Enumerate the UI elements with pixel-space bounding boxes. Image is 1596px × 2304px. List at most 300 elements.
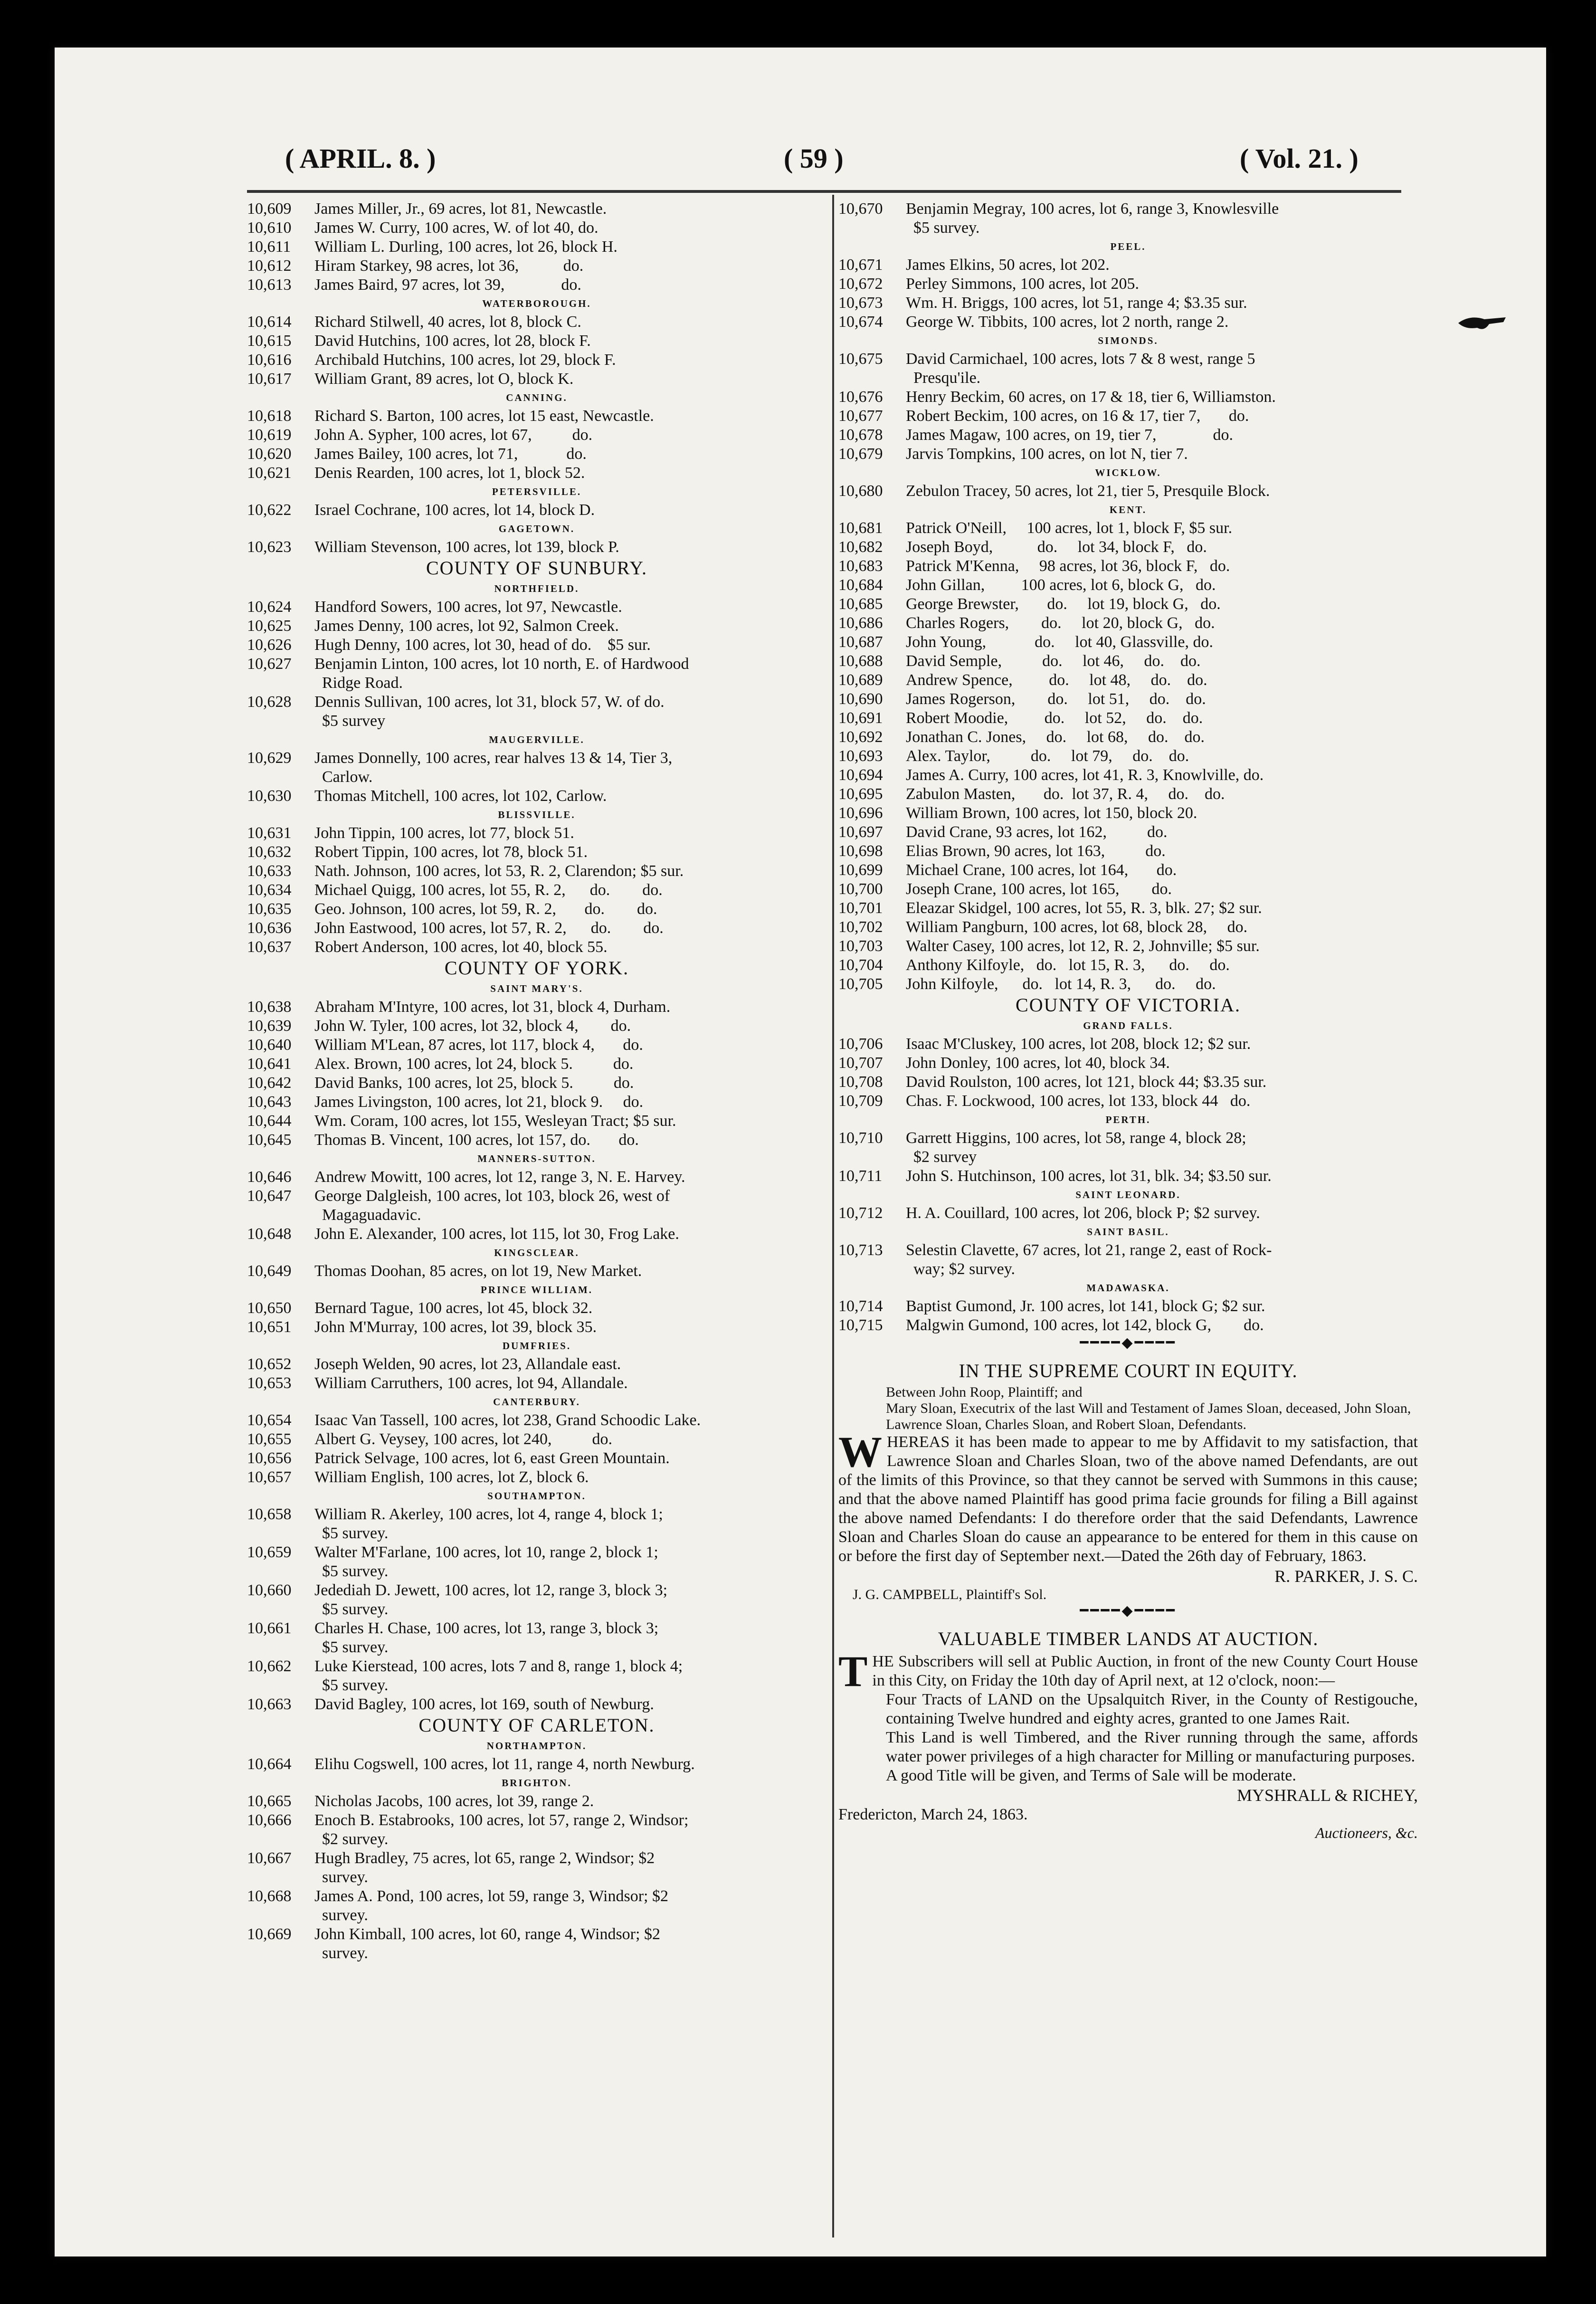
grant-continuation: survey. xyxy=(322,1944,368,1962)
grant-details: David Semple, do. lot 46, do. do. xyxy=(906,652,1201,670)
grant-number: 10,641 xyxy=(247,1055,292,1073)
grant-entry xyxy=(247,655,826,674)
grant-number: 10,631 xyxy=(247,824,292,842)
grant-entry xyxy=(838,445,1418,464)
grant-details: Perley Simmons, 100 acres, lot 205. xyxy=(906,275,1140,293)
grant-details: James W. Curry, 100 acres, W. of lot 40, do. xyxy=(314,219,598,237)
grant-entry xyxy=(838,426,1418,445)
grant-entry xyxy=(247,1792,826,1811)
grant-details: Abraham M'Intyre, 100 acres, lot 31, block 4, Durham. xyxy=(314,998,671,1016)
grant-number: 10,621 xyxy=(247,464,292,482)
grant-number: 10,612 xyxy=(247,257,292,275)
header-page-number: ( 59 ) xyxy=(784,143,844,174)
notice-body-text: HEREAS it has been made to appear to me by Affidavit to my satisfaction, that Lawrence Sloan and Charles Sloan, two of the above named Defendants, are out of the limits of this Province, so that they cannot be served with Summons in this cause; and that the above named Plaintiff has good prima facie grounds for filing a Bill against the above named Defendants: I do therefore order that the said Defendants, Lawrence Sloan and Charles Sloan do cause an appearance to be entered for them in this cause on or before the first day of September next.—Dated the 26th day of February, 1863. xyxy=(838,1433,1418,1565)
grant-details: John Tippin, 100 acres, lot 77, block 51. xyxy=(314,824,574,842)
grant-details: Michael Quigg, 100 acres, lot 55, R. 2, do. do. xyxy=(314,881,663,899)
grant-continuation: $5 survey. xyxy=(322,1638,389,1656)
county-heading: COUNTY OF CARLETON. xyxy=(418,1714,655,1736)
parish-heading: MANNERS-SUTTON. xyxy=(477,1153,596,1164)
grant-details: Patrick Selvage, 100 acres, lot 6, east Green Mountain. xyxy=(314,1449,670,1467)
grant-details: Walter M'Farlane, 100 acres, lot 10, range 2, block 1; xyxy=(314,1543,658,1561)
grant-details: Chas. F. Lockwood, 100 acres, lot 133, block 44 do. xyxy=(906,1092,1251,1110)
grant-entry xyxy=(247,1925,826,1944)
grant-entry xyxy=(247,1430,826,1449)
grant-number: 10,619 xyxy=(247,426,292,444)
grant-number: 10,705 xyxy=(838,975,883,993)
grant-details: Archibald Hutchins, 100 acres, lot 29, block F. xyxy=(314,351,616,369)
parish-heading: GAGETOWN. xyxy=(498,523,575,534)
grant-continuation: $5 survey. xyxy=(322,1562,389,1580)
grant-details: James Denny, 100 acres, lot 92, Salmon Creek. xyxy=(314,617,619,635)
grant-number: 10,708 xyxy=(838,1073,883,1091)
parish-heading: WICKLOW. xyxy=(1095,467,1161,478)
grant-details: George W. Tibbits, 100 acres, lot 2 north, range 2. xyxy=(906,313,1229,331)
grant-details: Dennis Sullivan, 100 acres, lot 31, block 57, W. of do. xyxy=(314,693,665,711)
grant-details: Zebulon Tracey, 50 acres, lot 21, tier 5, Presquile Block. xyxy=(906,482,1270,500)
grant-details: John Kilfoyle, do. lot 14, R. 3, do. do. xyxy=(906,975,1216,993)
grant-entry xyxy=(247,1055,826,1074)
grant-details: George Brewster, do. lot 19, block G, do. xyxy=(906,595,1221,613)
grant-details: David Bagley, 100 acres, lot 169, south of Newburg. xyxy=(314,1695,654,1713)
grant-details: James Magaw, 100 acres, on 19, tier 7, do. xyxy=(906,426,1233,444)
notice-parties: Mary Sloan, Executrix of the last Will and Testament of James Sloan, deceased, John Sloan, Lawrence Sloan, Charles Sloan, and Robert Sloan, Defendants. xyxy=(886,1400,1411,1432)
grant-details: Patrick M'Kenna, 98 acres, lot 36, block F, do. xyxy=(906,557,1230,575)
grant-number: 10,630 xyxy=(247,787,292,805)
grant-entry xyxy=(247,1887,826,1906)
notice-drop-cap: W xyxy=(838,1428,882,1476)
grant-entry xyxy=(838,747,1418,766)
parish-heading: SIMONDS. xyxy=(1098,335,1159,346)
grant-details: Garrett Higgins, 100 acres, lot 58, range 4, block 28; xyxy=(906,1129,1246,1147)
grant-number: 10,684 xyxy=(838,576,883,594)
equity-court-notice xyxy=(838,1358,1418,1603)
grant-number: 10,653 xyxy=(247,1374,292,1392)
grant-entry xyxy=(838,1035,1418,1054)
grant-details: Elihu Cogswell, 100 acres, lot 11, range 4, north Newburg. xyxy=(314,1755,695,1773)
grant-number: 10,611 xyxy=(247,238,291,256)
grant-continuation: way; $2 survey. xyxy=(913,1260,1016,1278)
grant-details: Andrew Spence, do. lot 48, do. do. xyxy=(906,671,1207,689)
grant-number: 10,696 xyxy=(838,804,883,822)
grant-entry xyxy=(247,1619,826,1638)
grant-details: David Carmichael, 100 acres, lots 7 & 8 west, range 5 xyxy=(906,350,1255,368)
grant-entry xyxy=(247,617,826,636)
grant-number: 10,673 xyxy=(838,294,883,312)
grant-number: 10,652 xyxy=(247,1355,292,1373)
grant-number: 10,642 xyxy=(247,1074,292,1092)
grant-entry xyxy=(247,881,826,900)
grant-number: 10,667 xyxy=(247,1849,292,1867)
grant-details: John Kimball, 100 acres, lot 60, range 4, Windsor; $2 xyxy=(314,1925,660,1943)
parish-heading: WATERBOROUGH. xyxy=(482,298,591,309)
grant-number: 10,666 xyxy=(247,1811,292,1829)
grant-number: 10,622 xyxy=(247,501,292,519)
divider-ornament-2: ━━━━◆━━━━ xyxy=(1080,1603,1177,1619)
grant-entry xyxy=(247,824,826,843)
grant-details: Anthony Kilfoyle, do. lot 15, R. 3, do. do. xyxy=(906,956,1230,974)
grant-number: 10,637 xyxy=(247,938,292,956)
grant-number: 10,693 xyxy=(838,747,883,765)
grant-details: William M'Lean, 87 acres, lot 117, block 4, do. xyxy=(314,1036,643,1054)
grant-number: 10,645 xyxy=(247,1131,292,1149)
grant-details: Benjamin Megray, 100 acres, lot 6, range 3, Knowlesville xyxy=(906,200,1279,218)
grant-entry xyxy=(838,482,1418,501)
grant-entry xyxy=(247,919,826,938)
grant-number: 10,613 xyxy=(247,276,292,294)
grant-number: 10,658 xyxy=(247,1505,292,1523)
grant-entry xyxy=(247,332,826,351)
grant-details: John Gillan, 100 acres, lot 6, block G, do. xyxy=(906,576,1216,594)
grant-details: Robert Anderson, 100 acres, lot 40, block 55. xyxy=(314,938,608,956)
grant-entry xyxy=(247,538,826,557)
grant-entry xyxy=(838,350,1418,369)
grant-entry xyxy=(247,276,826,295)
grant-number: 10,626 xyxy=(247,636,292,654)
grant-number: 10,674 xyxy=(838,313,883,331)
grant-entry xyxy=(247,1187,826,1206)
grant-number: 10,644 xyxy=(247,1112,292,1130)
grant-number: 10,688 xyxy=(838,652,883,670)
parish-heading: PRINCE WILLIAM. xyxy=(481,1284,593,1295)
left-column xyxy=(247,200,826,1963)
grant-number: 10,703 xyxy=(838,937,883,955)
grant-entry xyxy=(247,1017,826,1036)
grant-details: Denis Rearden, 100 acres, lot 1, block 52. xyxy=(314,464,585,482)
grant-number: 10,707 xyxy=(838,1054,883,1072)
grant-details: Joseph Welden, 90 acres, lot 23, Allandale east. xyxy=(314,1355,621,1373)
grant-number: 10,618 xyxy=(247,407,292,425)
grant-number: 10,617 xyxy=(247,370,292,388)
county-heading: COUNTY OF VICTORIA. xyxy=(1016,994,1241,1016)
grant-entry xyxy=(838,918,1418,937)
grant-number: 10,639 xyxy=(247,1017,292,1035)
grant-number: 10,671 xyxy=(838,256,883,274)
auction-title: VALUABLE TIMBER LANDS AT AUCTION. xyxy=(938,1628,1319,1649)
grant-details: H. A. Couillard, 100 acres, lot 206, block P; $2 survey. xyxy=(906,1204,1260,1222)
grant-details: James A. Pond, 100 acres, lot 59, range 3, Windsor; $2 xyxy=(314,1887,668,1905)
grant-entry xyxy=(247,900,826,919)
grant-continuation: survey. xyxy=(322,1868,368,1886)
grant-continuation: survey. xyxy=(322,1906,368,1924)
grant-entry xyxy=(838,937,1418,956)
grant-entry xyxy=(838,899,1418,918)
grant-number: 10,627 xyxy=(247,655,292,673)
grant-entry xyxy=(838,557,1418,576)
grant-entry xyxy=(247,1131,826,1150)
grant-entry xyxy=(247,200,826,219)
grant-entry xyxy=(838,766,1418,785)
grant-entry xyxy=(247,370,826,389)
auction-paragraph-4: A good Title will be given, and Terms of Sale will be moderate. xyxy=(886,1767,1296,1784)
grant-entry xyxy=(838,804,1418,823)
parish-heading: GRAND FALLS. xyxy=(1083,1020,1173,1031)
grant-details: Andrew Mowitt, 100 acres, lot 12, range 3, N. E. Harvey. xyxy=(314,1168,685,1186)
header-volume: ( Vol. 21. ) xyxy=(1240,143,1358,174)
grant-number: 10,678 xyxy=(838,426,883,444)
grant-entry xyxy=(838,956,1418,975)
grant-entry xyxy=(247,862,826,881)
grant-number: 10,682 xyxy=(838,538,883,556)
grant-number: 10,714 xyxy=(838,1297,883,1315)
grant-details: Hiram Starkey, 98 acres, lot 36, do. xyxy=(314,257,584,275)
grant-details: David Hutchins, 100 acres, lot 28, block F. xyxy=(314,332,591,350)
grant-details: Malgwin Gumond, 100 acres, lot 142, block G, do. xyxy=(906,1316,1264,1334)
grant-details: Richard S. Barton, 100 acres, lot 15 east, Newcastle. xyxy=(314,407,654,425)
grant-details: Handford Sowers, 100 acres, lot 97, Newcastle. xyxy=(314,598,622,616)
grant-details: William English, 100 acres, lot Z, block 6. xyxy=(314,1468,589,1486)
grant-details: Michael Crane, 100 acres, lot 164, do. xyxy=(906,861,1177,879)
grant-entry xyxy=(247,1468,826,1487)
auction-drop-cap: T xyxy=(838,1647,868,1695)
grant-number: 10,715 xyxy=(838,1316,883,1334)
grant-entry xyxy=(247,1657,826,1676)
grant-entry xyxy=(247,1093,826,1112)
grant-number: 10,686 xyxy=(838,614,883,632)
notice-signer: R. PARKER, J. S. C. xyxy=(1274,1567,1418,1586)
grant-number: 10,697 xyxy=(838,823,883,841)
grant-number: 10,660 xyxy=(247,1581,292,1599)
grant-number: 10,624 xyxy=(247,598,292,616)
grant-entry xyxy=(838,1241,1418,1260)
parish-heading: NORTHFIELD. xyxy=(494,583,580,594)
notice-title: IN THE SUPREME COURT IN EQUITY. xyxy=(959,1360,1298,1381)
grant-details: Bernard Tague, 100 acres, lot 45, block 32. xyxy=(314,1299,593,1317)
grant-entry xyxy=(247,787,826,806)
grant-entry xyxy=(247,1755,826,1774)
notice-solicitor: J. G. CAMPBELL, Plaintiff's Sol. xyxy=(853,1587,1047,1602)
grant-entry xyxy=(247,407,826,426)
grant-details: Joseph Crane, 100 acres, lot 165, do. xyxy=(906,880,1172,898)
grant-details: Thomas Mitchell, 100 acres, lot 102, Carlow. xyxy=(314,787,607,805)
grant-number: 10,650 xyxy=(247,1299,292,1317)
grant-details: William Pangburn, 100 acres, lot 68, block 28, do. xyxy=(906,918,1248,936)
grant-entry xyxy=(838,294,1418,313)
parish-heading: PETERSVILLE. xyxy=(492,486,582,497)
grant-number: 10,661 xyxy=(247,1619,292,1637)
notice-body xyxy=(838,1428,1418,1566)
grant-details: Nicholas Jacobs, 100 acres, lot 39, range 2. xyxy=(314,1792,594,1810)
grant-entry xyxy=(247,1225,826,1244)
grant-details: Hugh Denny, 100 acres, lot 30, head of do. $5 sur. xyxy=(314,636,651,654)
grant-number: 10,711 xyxy=(838,1167,883,1185)
grant-entry xyxy=(247,1299,826,1318)
grant-entry xyxy=(838,519,1418,538)
grant-details: Jedediah D. Jewett, 100 acres, lot 12, range 3, block 3; xyxy=(314,1581,668,1599)
grant-details: James A. Curry, 100 acres, lot 41, R. 3, Knowlville, do. xyxy=(906,766,1264,784)
grant-entry xyxy=(838,652,1418,671)
grant-entry xyxy=(247,1262,826,1281)
grant-details: James Baird, 97 acres, lot 39, do. xyxy=(314,276,581,294)
grant-number: 10,651 xyxy=(247,1318,292,1336)
grant-details: Thomas Doohan, 85 acres, on lot 19, New Market. xyxy=(314,1262,642,1280)
parish-heading: PERTH. xyxy=(1105,1114,1151,1125)
grant-number: 10,648 xyxy=(247,1225,292,1243)
grant-number: 10,616 xyxy=(247,351,292,369)
right-column-grants xyxy=(838,200,1418,1335)
grant-details: Richard Stilwell, 40 acres, lot 8, block C. xyxy=(314,313,581,331)
grant-number: 10,699 xyxy=(838,861,883,879)
grant-entry xyxy=(247,238,826,257)
grant-continuation: $5 survey. xyxy=(322,1600,389,1618)
grant-continuation: $5 survey. xyxy=(322,1676,389,1694)
grant-number: 10,647 xyxy=(247,1187,292,1205)
grant-details: Israel Cochrane, 100 acres, lot 14, block D. xyxy=(314,501,595,519)
grant-entry xyxy=(247,1543,826,1562)
grant-number: 10,638 xyxy=(247,998,292,1016)
grant-details: Jarvis Tompkins, 100 acres, on lot N, tier 7. xyxy=(906,445,1188,463)
parish-heading: MADAWASKA. xyxy=(1086,1282,1170,1294)
grant-details: Robert Tippin, 100 acres, lot 78, block 51. xyxy=(314,843,588,861)
grant-entry xyxy=(247,219,826,238)
grant-entry xyxy=(838,671,1418,690)
grant-entry xyxy=(838,313,1418,332)
parish-heading: KENT. xyxy=(1109,504,1147,515)
grant-entry xyxy=(247,749,826,768)
grant-entry xyxy=(247,1318,826,1337)
grant-number: 10,614 xyxy=(247,313,292,331)
grant-details: Geo. Johnson, 100 acres, lot 59, R. 2, do. do. xyxy=(314,900,657,918)
grant-number: 10,687 xyxy=(838,633,883,651)
notice-between: Between John Roop, Plaintiff; and xyxy=(886,1384,1083,1400)
grant-details: John Donley, 100 acres, lot 40, block 34. xyxy=(906,1054,1170,1072)
grant-entry xyxy=(838,728,1418,747)
grant-number: 10,610 xyxy=(247,219,292,237)
grant-number: 10,670 xyxy=(838,200,883,218)
grant-details: John S. Hutchinson, 100 acres, lot 31, blk. 34; $3.50 sur. xyxy=(906,1167,1272,1185)
grant-number: 10,698 xyxy=(838,842,883,860)
grant-entry xyxy=(247,445,826,464)
grant-entry xyxy=(247,351,826,370)
county-heading: COUNTY OF YORK. xyxy=(444,957,629,979)
grant-details: William L. Durling, 100 acres, lot 26, block H. xyxy=(314,238,618,256)
grant-details: Benjamin Linton, 100 acres, lot 10 north, E. of Hardwood xyxy=(314,655,689,673)
grant-entry xyxy=(838,1204,1418,1223)
ink-blot-mark xyxy=(1456,314,1508,333)
grant-number: 10,655 xyxy=(247,1430,292,1448)
grant-entry xyxy=(838,1297,1418,1316)
grant-entry xyxy=(838,1129,1418,1148)
grant-number: 10,635 xyxy=(247,900,292,918)
grant-details: James Rogerson, do. lot 51, do. do. xyxy=(906,690,1206,708)
grant-details: James Miller, Jr., 69 acres, lot 81, Newcastle. xyxy=(314,200,607,218)
grant-continuation: Carlow. xyxy=(322,768,373,786)
grant-details: John W. Tyler, 100 acres, lot 32, block 4, do. xyxy=(314,1017,631,1035)
grant-number: 10,685 xyxy=(838,595,883,613)
grant-entry xyxy=(247,938,826,957)
grant-details: Isaac Van Tassell, 100 acres, lot 238, Grand Schoodic Lake. xyxy=(314,1411,701,1429)
grant-details: John M'Murray, 100 acres, lot 39, block 35. xyxy=(314,1318,597,1336)
parish-heading: CANTERBURY. xyxy=(493,1396,580,1408)
grant-continuation: $5 survey. xyxy=(913,219,980,237)
column-divider xyxy=(832,195,834,2237)
parish-heading: BRIGHTON. xyxy=(502,1777,572,1789)
grant-number: 10,712 xyxy=(838,1204,883,1222)
grant-entry xyxy=(838,576,1418,595)
grant-number: 10,663 xyxy=(247,1695,292,1713)
parish-heading: SOUTHAMPTON. xyxy=(487,1490,586,1502)
grant-entry xyxy=(247,313,826,332)
grant-details: Elias Brown, 90 acres, lot 163, do. xyxy=(906,842,1166,860)
grant-continuation: $2 survey. xyxy=(322,1830,389,1848)
grant-number: 10,643 xyxy=(247,1093,292,1111)
grant-entry xyxy=(838,275,1418,294)
grant-entry xyxy=(838,1316,1418,1335)
grant-number: 10,680 xyxy=(838,482,883,500)
grant-number: 10,656 xyxy=(247,1449,292,1467)
auction-place-date: Fredericton, March 24, 1863. xyxy=(838,1806,1028,1823)
grant-details: William Carruthers, 100 acres, lot 94, Allandale. xyxy=(314,1374,628,1392)
grant-details: John A. Sypher, 100 acres, lot 67, do. xyxy=(314,426,593,444)
grant-number: 10,665 xyxy=(247,1792,292,1810)
grant-number: 10,659 xyxy=(247,1543,292,1561)
grant-entry xyxy=(838,842,1418,861)
grant-number: 10,676 xyxy=(838,388,883,406)
grant-entry xyxy=(247,998,826,1017)
grant-number: 10,633 xyxy=(247,862,292,880)
grant-entry xyxy=(838,1054,1418,1073)
grant-entry xyxy=(247,843,826,862)
grant-details: Hugh Bradley, 75 acres, lot 65, range 2, Windsor; $2 xyxy=(314,1849,655,1867)
grant-details: James Donnelly, 100 acres, rear halves 13 & 14, Tier 3, xyxy=(314,749,673,767)
grant-continuation: Presqu'ile. xyxy=(913,369,981,387)
grant-details: Alex. Taylor, do. lot 79, do. do. xyxy=(906,747,1189,765)
grant-number: 10,694 xyxy=(838,766,883,784)
grant-number: 10,701 xyxy=(838,899,883,917)
grant-number: 10,620 xyxy=(247,445,292,463)
grant-details: Joseph Boyd, do. lot 34, block F, do. xyxy=(906,538,1207,556)
grant-number: 10,704 xyxy=(838,956,883,974)
auction-paragraph-2: Four Tracts of LAND on the Upsalquitch River, in the County of Restigouche, containing Twelve hundred and eighty acres, granted to one James Rait. xyxy=(886,1691,1418,1727)
parish-heading: NORTHAMPTON. xyxy=(486,1740,587,1752)
grant-details: Jonathan C. Jones, do. lot 68, do. do. xyxy=(906,728,1205,746)
parish-heading: PEEL. xyxy=(1110,241,1146,252)
grant-entry xyxy=(247,1581,826,1600)
grant-details: John E. Alexander, 100 acres, lot 115, lot 30, Frog Lake. xyxy=(314,1225,679,1243)
grant-details: James Elkins, 50 acres, lot 202. xyxy=(906,256,1110,274)
grant-entry xyxy=(247,257,826,276)
grant-details: James Livingston, 100 acres, lot 21, block 9. do. xyxy=(314,1093,644,1111)
grant-entry xyxy=(838,595,1418,614)
grant-entry xyxy=(838,1167,1418,1186)
grant-entry xyxy=(838,388,1418,407)
header-date: ( APRIL. 8. ) xyxy=(285,143,436,174)
grant-number: 10,609 xyxy=(247,200,292,218)
grant-details: David Roulston, 100 acres, lot 121, block 44; $3.35 sur. xyxy=(906,1073,1267,1091)
grant-details: Thomas B. Vincent, 100 acres, lot 157, do. do. xyxy=(314,1131,639,1149)
grant-entry xyxy=(247,1695,826,1714)
grant-details: Henry Beckim, 60 acres, on 17 & 18, tier 6, Williamston. xyxy=(906,388,1276,406)
grant-number: 10,677 xyxy=(838,407,883,425)
auction-role: Auctioneers, &c. xyxy=(1315,1824,1418,1841)
grant-entry xyxy=(247,598,826,617)
grant-number: 10,628 xyxy=(247,693,292,711)
grant-entry xyxy=(247,1505,826,1524)
grant-details: Eleazar Skidgel, 100 acres, lot 55, R. 3, blk. 27; $2 sur. xyxy=(906,899,1262,917)
grant-entry xyxy=(247,1811,826,1830)
grant-details: Albert G. Veysey, 100 acres, lot 240, do. xyxy=(314,1430,613,1448)
grant-details: William Stevenson, 100 acres, lot 139, block P. xyxy=(314,538,619,556)
grant-number: 10,634 xyxy=(247,881,292,899)
grant-entry xyxy=(838,1073,1418,1092)
grant-entry xyxy=(838,823,1418,842)
grant-details: Patrick O'Neill, 100 acres, lot 1, block F, $5 sur. xyxy=(906,519,1233,537)
grant-entry xyxy=(247,1355,826,1374)
grant-details: William Brown, 100 acres, lot 150, block 20. xyxy=(906,804,1197,822)
grant-continuation: Magaguadavic. xyxy=(322,1206,421,1224)
grant-entry xyxy=(838,538,1418,557)
grant-continuation: $5 survey. xyxy=(322,1524,389,1542)
grant-details: Robert Beckim, 100 acres, on 16 & 17, tier 7, do. xyxy=(906,407,1249,425)
